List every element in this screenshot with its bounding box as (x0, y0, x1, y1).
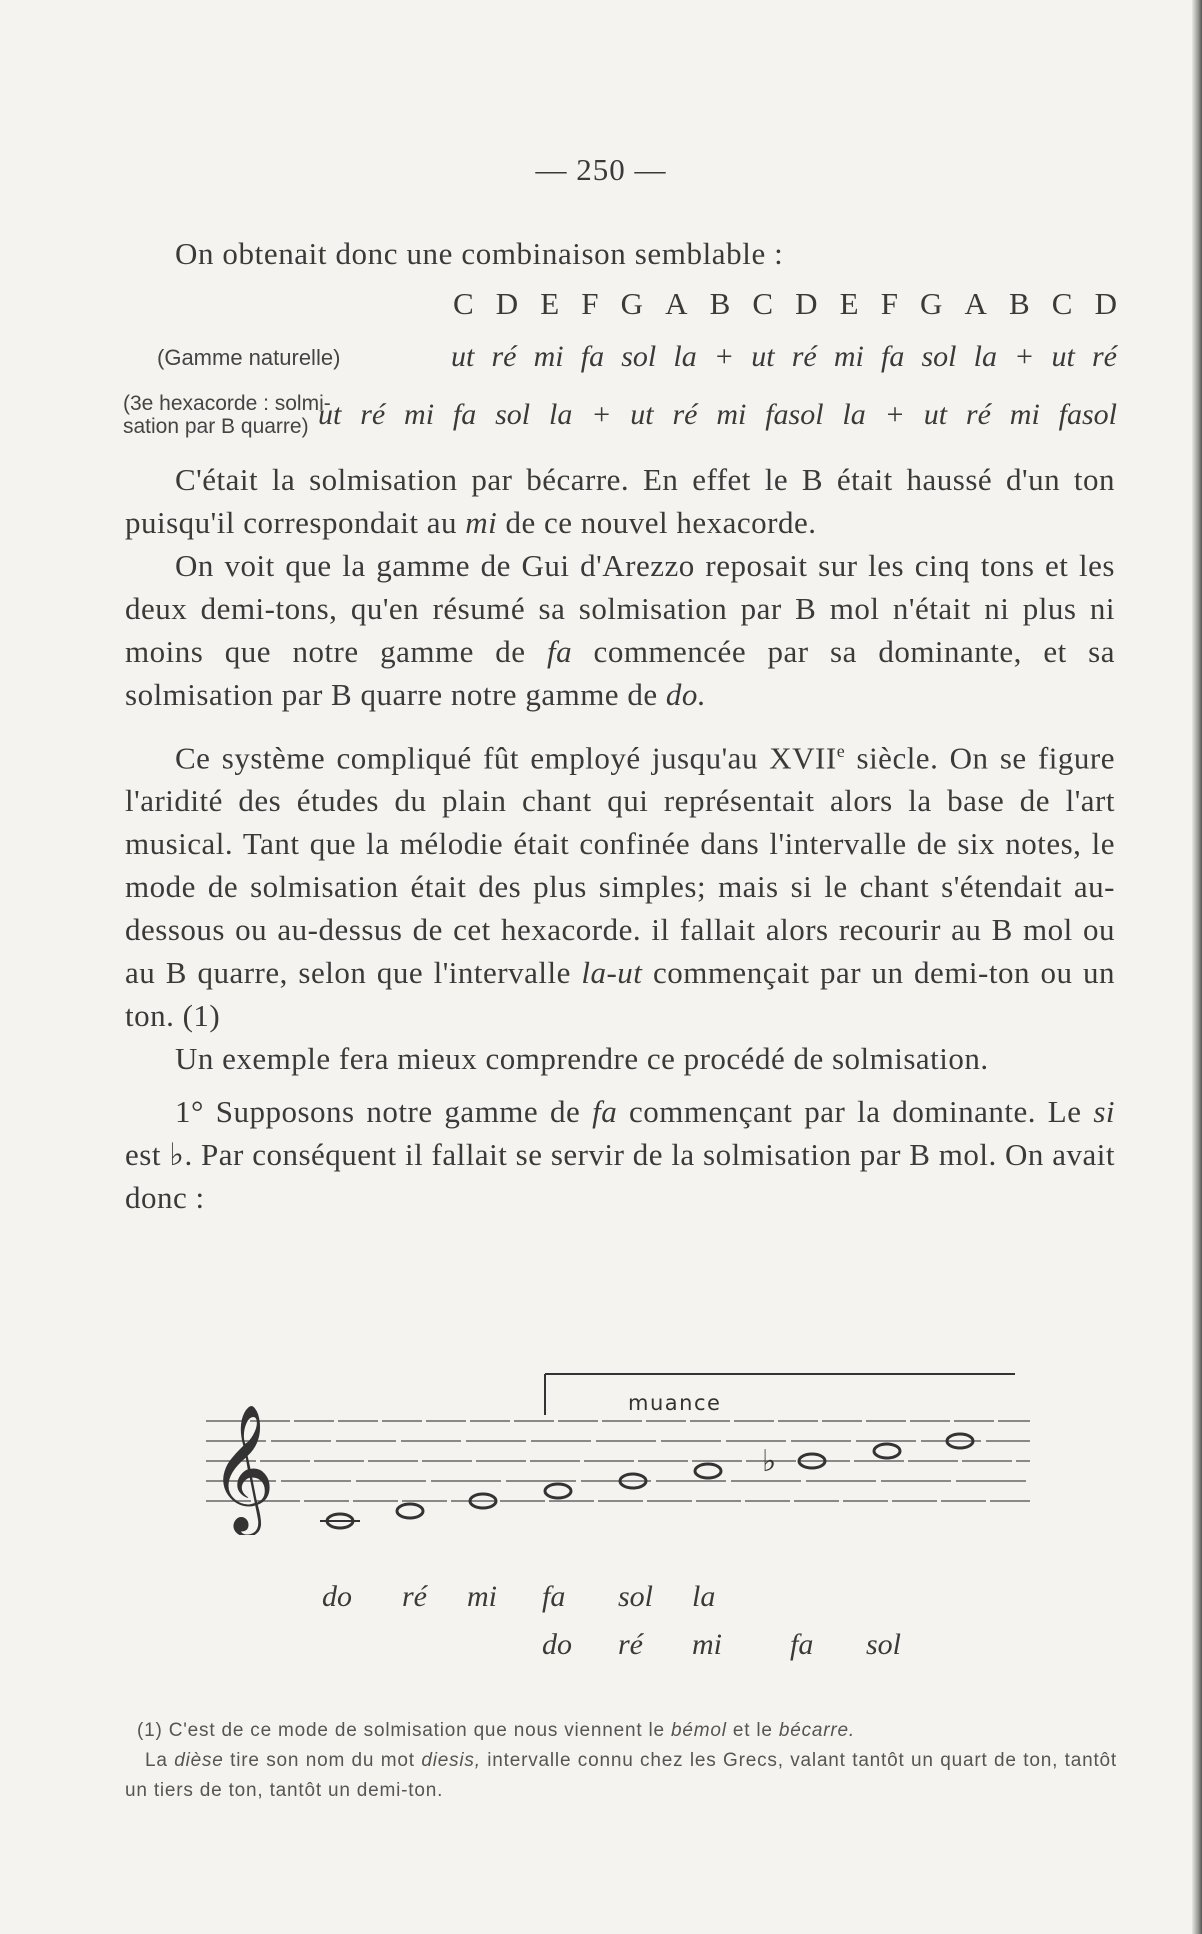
note-letter: D (495, 286, 519, 321)
para2-text-mid: commencée par sa dominante, et sa solmisation par B quarre notre gamme de (125, 634, 1116, 712)
syllable-row2: sol (866, 1628, 902, 1661)
footnotes (125, 1716, 1117, 1806)
note-letter: E (540, 286, 560, 321)
syllable-row2: mi (692, 1628, 722, 1661)
note-letter: G (620, 286, 644, 321)
para3-text-mid: siècle. On se figure l'aridité des études du plain chant qui représentait alors la base de l'art musical. Tant que la mélodie était confinée dans l'intervalle de six notes, le mode de solmisation était des plus simples; mais si le chant s'étendait au-dessous ou au-dessus de cet hexacorde. il fallait alors recourir au B mol ou au B quarre, selon que l'intervalle (125, 740, 1115, 991)
footnote2-text-end: intervalle connu chez les Grecs, valant tantôt un quart de ton, tantôt un tiers de ton, tantôt un demi-ton. (125, 1750, 1117, 1801)
para1-italic: mi (465, 505, 498, 540)
paragraph-3 (125, 730, 1115, 1037)
note-c-high (874, 1444, 900, 1458)
row2-solmisation: ut ré mi fa sol la + ut ré mi fasol la + ut ré mi fasol (318, 398, 1117, 431)
treble-clef-icon: 𝄞 (210, 1403, 276, 1531)
paragraph-1 (125, 458, 1115, 544)
syllable-row1: fa (542, 1580, 566, 1613)
note-d (397, 1504, 423, 1518)
row1-label: (Gamme naturelle) (157, 345, 341, 370)
paragraph-2 (125, 544, 1115, 716)
syllable-row1: ré (402, 1580, 427, 1613)
para3-text-end: commençait par un demi-ton ou un ton. (1) (125, 955, 1115, 1034)
footnote1-text-mid: et le (726, 1720, 779, 1741)
note-letter: B (1009, 286, 1030, 321)
row2-label-line1: (3e hexacorde : solmi- (123, 392, 331, 415)
footnote1-italic-bemol: bémol (671, 1720, 727, 1741)
para3-text: Ce système compliqué fût employé jusqu'au XVII (175, 740, 837, 776)
note-letter: F (581, 286, 599, 321)
syllable-row2: do (542, 1628, 572, 1661)
para2-italic-do: do. (665, 677, 707, 712)
footnote-2 (125, 1746, 1117, 1806)
para3-italic: la-ut (581, 955, 643, 991)
flat-symbol: ♭ (762, 1444, 777, 1479)
para5-text-end: est ♭. Par conséquent il fallait se servir de la solmisation par B mol. On avait donc : (125, 1137, 1115, 1216)
row2-label-line2: sation par B quarre) (123, 415, 309, 438)
muance-label: muance (628, 1391, 722, 1415)
note-letter: A (665, 286, 688, 321)
footnote2-text-mid: tire son nom du mot (223, 1750, 422, 1771)
syllable-row2: fa (790, 1628, 814, 1661)
row2-label (123, 392, 331, 438)
note-letter: C (752, 286, 774, 321)
para2-text: On voit que la gamme de Gui d'Arezzo reposait sur les cinq tons et les deux demi-tons, qu'en résumé sa solmisation par B mol n'était ni plus ni moins que notre gamme de (125, 548, 1115, 669)
footnote-1 (125, 1716, 1117, 1746)
note-letter: G (920, 286, 943, 321)
note-letters-row (453, 286, 1117, 322)
syllable-row2: ré (618, 1628, 643, 1661)
note-f (545, 1484, 571, 1498)
para5-italic-fa: fa (592, 1094, 618, 1130)
note-letter: C (453, 286, 474, 321)
page-number: — 250 — (535, 152, 667, 187)
music-staff (200, 1365, 1040, 1535)
paragraph-5 (125, 1090, 1115, 1219)
note-letter: C (1051, 286, 1073, 321)
para5-text-mid: commençant par la dominante. Le (617, 1094, 1094, 1130)
note-letter: F (880, 286, 898, 321)
footnote2-italic-diese: dièse (174, 1750, 224, 1771)
syllable-row1: sol (618, 1580, 654, 1613)
syllable-row1: mi (467, 1580, 497, 1613)
para2-italic-fa: fa (546, 634, 573, 669)
note-letter: D (795, 286, 818, 321)
row1-solmisation: ut ré mi fa sol la + ut ré mi fa sol la + ut ré (451, 340, 1117, 373)
paragraph-4: Un exemple fera mieux comprendre ce procédé de solmisation. (175, 1041, 989, 1077)
footnote2-italic-diesis: diesis, (421, 1750, 481, 1771)
note-letter: E (839, 286, 859, 321)
page-edge (1192, 0, 1202, 1934)
staff-lines (206, 1421, 1030, 1501)
footnote1-text: (1) C'est de ce mode de solmisation que nous viennent le (137, 1720, 672, 1741)
para1-text-end: de ce nouvel hexacorde. (497, 505, 817, 540)
syllable-row1: la (692, 1580, 716, 1613)
intro-line: On obtenait donc une combinaison semblable : (175, 236, 784, 271)
para5-italic-si: si (1093, 1094, 1115, 1130)
note-letter: D (1094, 286, 1117, 321)
note-letter: A (964, 286, 987, 321)
note-letter: B (709, 286, 731, 321)
para1-text: C'était la solmisation par bécarre. En effet le B était haussé d'un ton puisqu'il correspondait au (125, 462, 1115, 540)
para5-text: 1° Supposons notre gamme de (175, 1094, 593, 1130)
para3-sup: e (836, 741, 846, 761)
footnote1-italic-becarre: bécarre. (778, 1720, 855, 1741)
note-a (695, 1464, 721, 1478)
syllable-row1: do (322, 1580, 352, 1613)
footnote2-text: La (145, 1750, 175, 1771)
body-text (125, 458, 1115, 1219)
